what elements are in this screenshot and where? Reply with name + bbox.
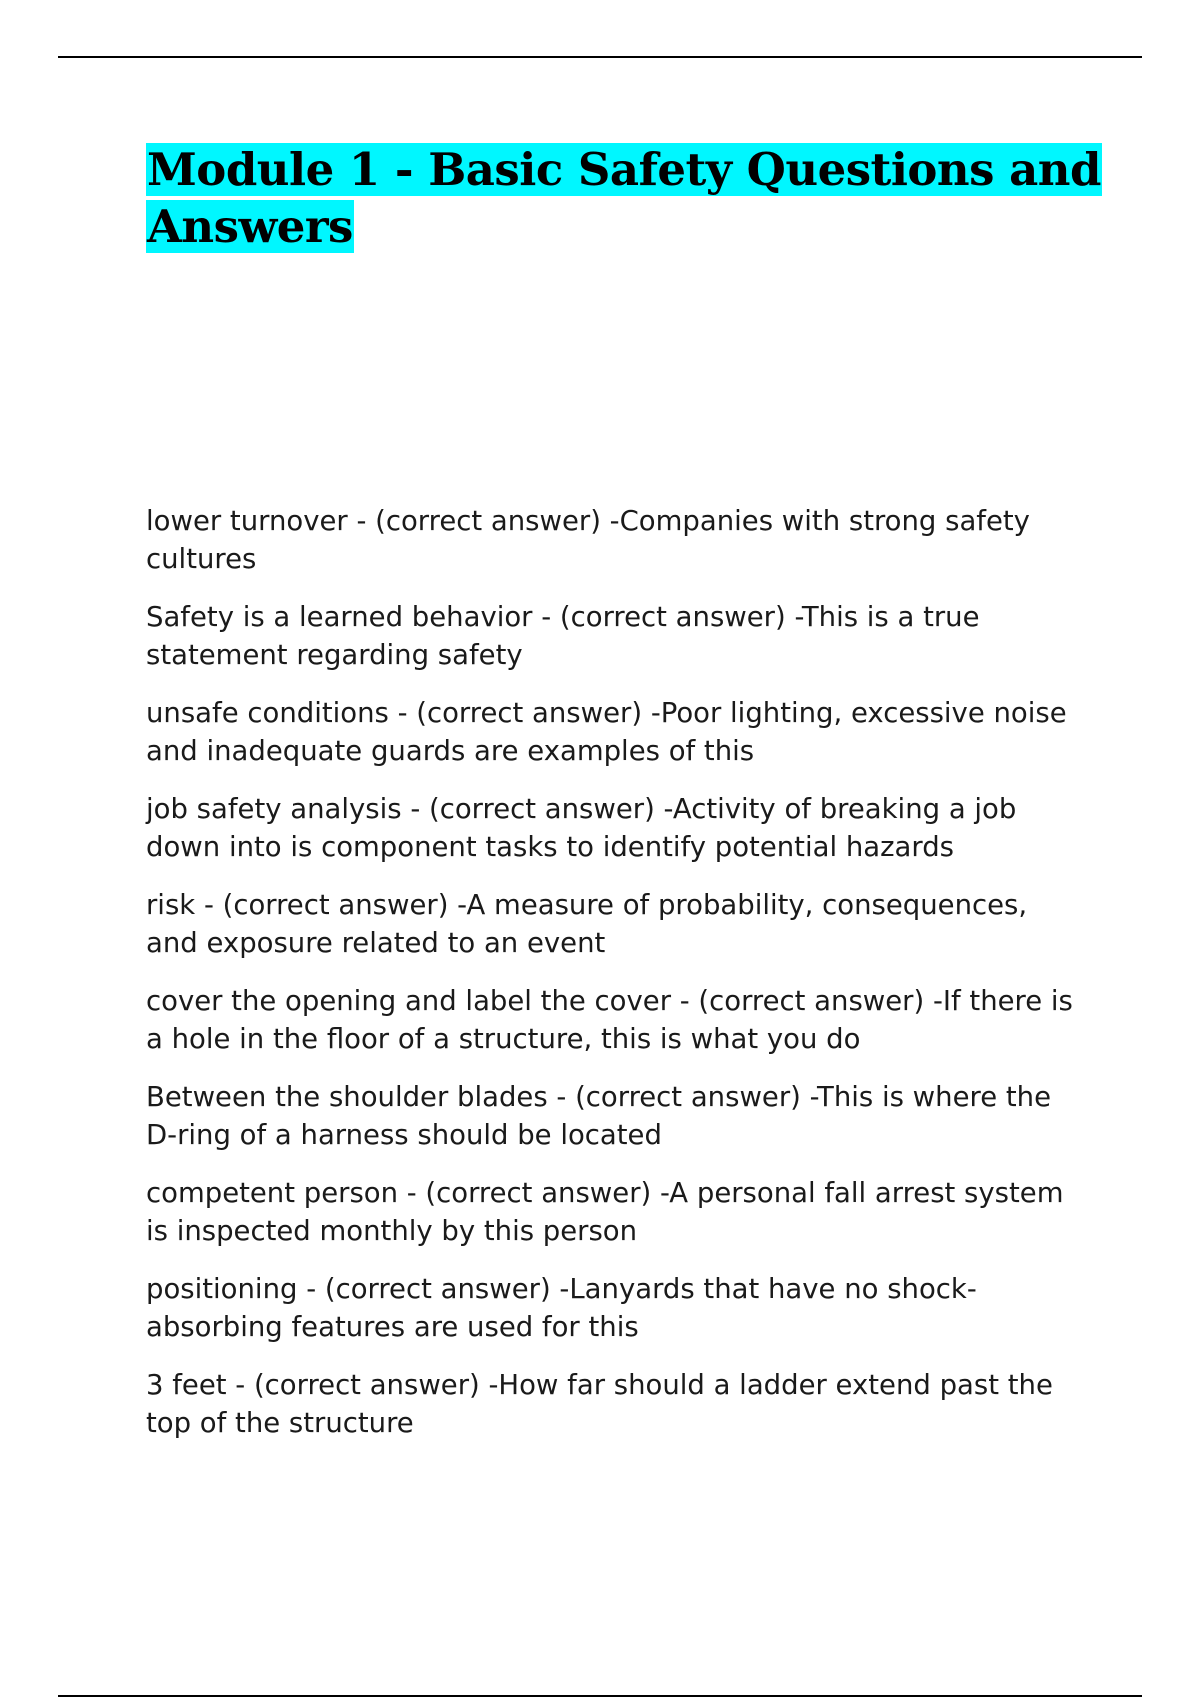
page-title (146, 141, 1106, 255)
qa-item: 3 feet - (correct answer) -How far should a ladder extend past the top of the structure (146, 1369, 1053, 1439)
qa-item: job safety analysis - (correct answer) -Activity of breaking a job down into is component tasks to identify potential hazards (146, 793, 1017, 863)
bottom-rule (58, 1695, 1142, 1697)
qa-item: cover the opening and label the cover - (correct answer) -If there is a hole in the floor of a structure, this is what you do (146, 985, 1073, 1055)
qa-item: positioning - (correct answer) -Lanyards that have no shock-absorbing features are used for this (146, 1273, 977, 1343)
qa-item: lower turnover - (correct answer) -Companies with strong safety cultures (146, 505, 1030, 575)
qa-item: Between the shoulder blades - (correct answer) -This is where the D-ring of a harness should be located (146, 1081, 1052, 1151)
top-rule (58, 56, 1142, 58)
qa-item: Safety is a learned behavior - (correct answer) -This is a true statement regarding safety (146, 601, 980, 671)
qa-item: risk - (correct answer) -A measure of probability, consequences, and exposure related to an event (146, 889, 1028, 959)
qa-item: unsafe conditions - (correct answer) -Poor lighting, excessive noise and inadequate guards are examples of this (146, 697, 1067, 767)
qa-item: competent person - (correct answer) -A personal fall arrest system is inspected monthly by this person (146, 1177, 1064, 1247)
qa-list (146, 502, 1086, 1462)
title-highlight: Module 1 - Basic Safety Questions and Answers (147, 143, 1101, 253)
